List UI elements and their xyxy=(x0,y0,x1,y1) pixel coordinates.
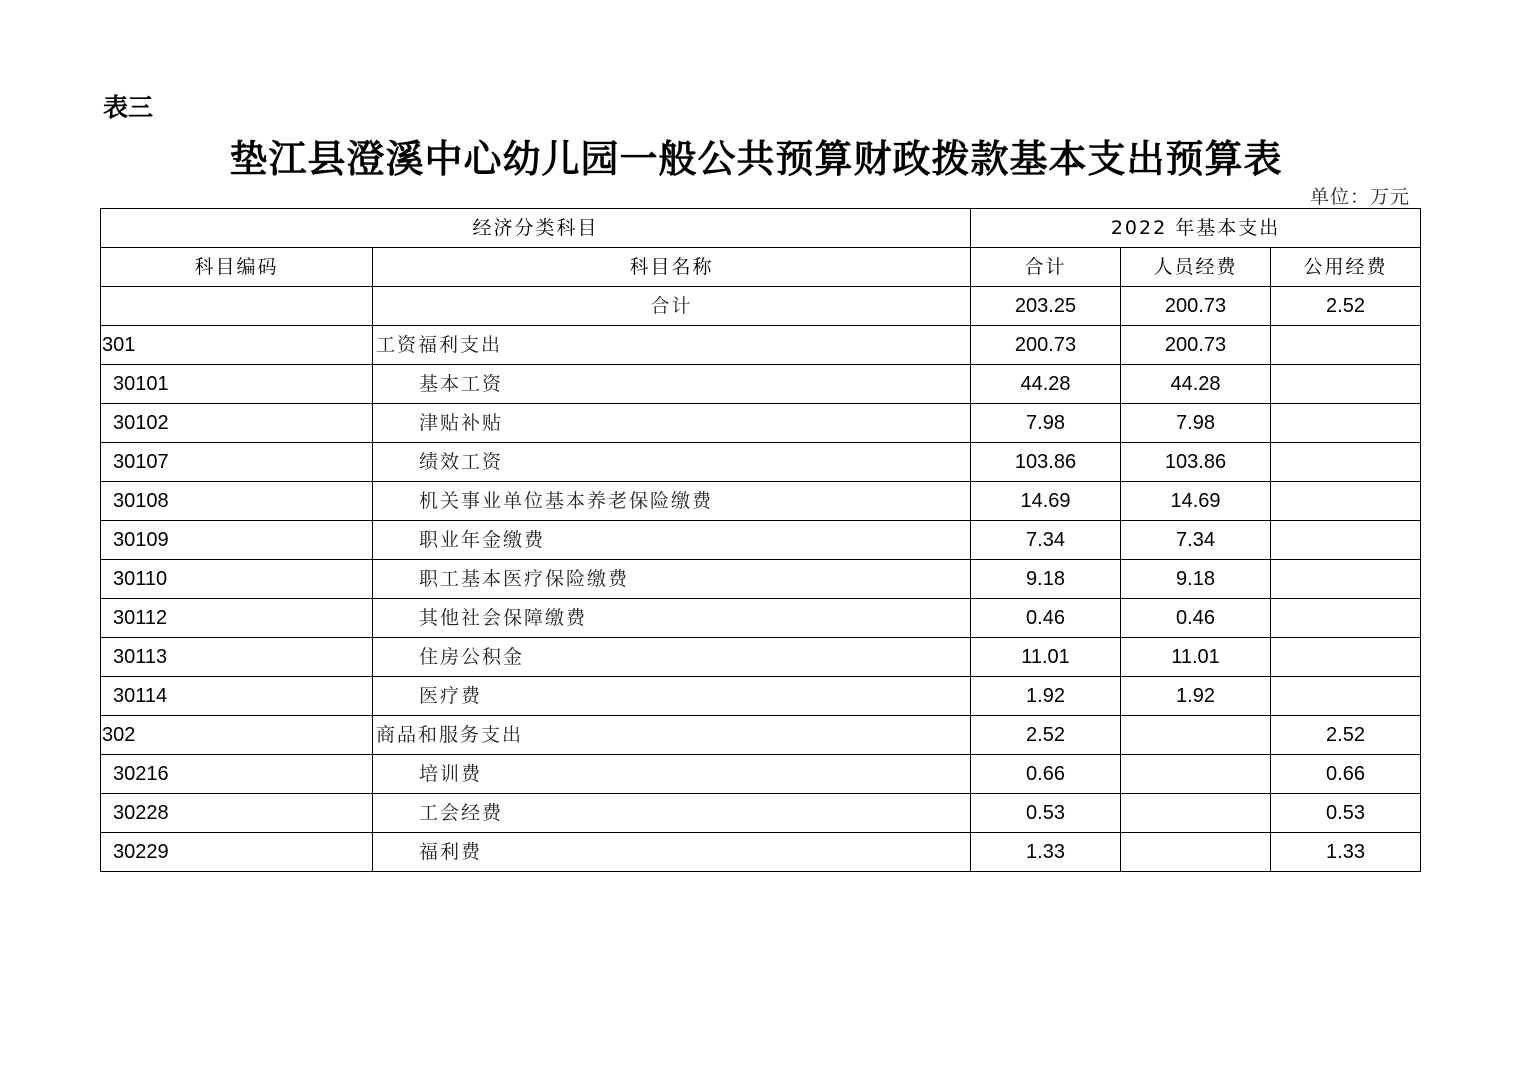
cell-code: 30109 xyxy=(101,521,373,560)
table-row xyxy=(101,521,1421,560)
cell-code: 302 xyxy=(101,716,373,755)
table-row xyxy=(101,677,1421,716)
cell-personnel xyxy=(1121,794,1271,833)
cell-personnel: 44.28 xyxy=(1121,365,1271,404)
cell-public xyxy=(1271,677,1421,716)
cell-code: 30112 xyxy=(101,599,373,638)
cell-public xyxy=(1271,638,1421,677)
cell-name: 基本工资 xyxy=(373,365,971,404)
cell-total: 103.86 xyxy=(971,443,1121,482)
cell-total: 7.34 xyxy=(971,521,1121,560)
cell-code: 30101 xyxy=(101,365,373,404)
cell-personnel: 9.18 xyxy=(1121,560,1271,599)
table-row xyxy=(101,716,1421,755)
cell-name: 津贴补贴 xyxy=(373,404,971,443)
cell-code xyxy=(101,287,373,326)
cell-personnel: 0.46 xyxy=(1121,599,1271,638)
cell-code: 30113 xyxy=(101,638,373,677)
group-header-row xyxy=(101,209,1421,248)
table-row xyxy=(101,833,1421,872)
cell-name: 医疗费 xyxy=(373,677,971,716)
header-economic-classification: 经济分类科目 xyxy=(101,209,971,248)
cell-public xyxy=(1271,443,1421,482)
cell-public: 1.33 xyxy=(1271,833,1421,872)
table-row xyxy=(101,482,1421,521)
cell-total: 2.52 xyxy=(971,716,1121,755)
table-row xyxy=(101,794,1421,833)
cell-name: 职业年金缴费 xyxy=(373,521,971,560)
cell-public xyxy=(1271,560,1421,599)
cell-name: 其他社会保障缴费 xyxy=(373,599,971,638)
cell-total: 1.92 xyxy=(971,677,1121,716)
cell-name: 培训费 xyxy=(373,755,971,794)
cell-code: 301 xyxy=(101,326,373,365)
cell-total: 0.46 xyxy=(971,599,1121,638)
cell-code: 30229 xyxy=(101,833,373,872)
cell-code: 30107 xyxy=(101,443,373,482)
cell-total: 11.01 xyxy=(971,638,1121,677)
cell-personnel: 7.34 xyxy=(1121,521,1271,560)
cell-personnel: 11.01 xyxy=(1121,638,1271,677)
cell-total: 0.53 xyxy=(971,794,1121,833)
cell-public xyxy=(1271,482,1421,521)
table-header xyxy=(101,209,1421,287)
budget-table xyxy=(100,208,1421,872)
cell-personnel: 200.73 xyxy=(1121,326,1271,365)
column-header-row xyxy=(101,248,1421,287)
cell-code: 30216 xyxy=(101,755,373,794)
table-row xyxy=(101,365,1421,404)
cell-total: 9.18 xyxy=(971,560,1121,599)
table-row xyxy=(101,404,1421,443)
cell-name: 机关事业单位基本养老保险缴费 xyxy=(373,482,971,521)
cell-public: 0.66 xyxy=(1271,755,1421,794)
document-title: 垫江县澄溪中心幼儿园一般公共预算财政拨款基本支出预算表 xyxy=(229,136,1283,181)
cell-total: 1.33 xyxy=(971,833,1121,872)
cell-name: 福利费 xyxy=(373,833,971,872)
header-public: 公用经费 xyxy=(1271,248,1421,287)
cell-public: 2.52 xyxy=(1271,716,1421,755)
header-total: 合计 xyxy=(971,248,1121,287)
cell-code: 30102 xyxy=(101,404,373,443)
cell-code: 30228 xyxy=(101,794,373,833)
table-row xyxy=(101,638,1421,677)
cell-name: 绩效工资 xyxy=(373,443,971,482)
cell-public xyxy=(1271,599,1421,638)
cell-public xyxy=(1271,326,1421,365)
cell-name: 工会经费 xyxy=(373,794,971,833)
table-row xyxy=(101,326,1421,365)
cell-total: 200.73 xyxy=(971,326,1121,365)
cell-personnel xyxy=(1121,833,1271,872)
cell-name: 工资福利支出 xyxy=(373,326,971,365)
header-basic-expenditure-2022: 2022 年基本支出 xyxy=(971,209,1421,248)
table-row xyxy=(101,443,1421,482)
cell-public xyxy=(1271,521,1421,560)
header-personnel: 人员经费 xyxy=(1121,248,1271,287)
cell-total: 0.66 xyxy=(971,755,1121,794)
cell-public: 2.52 xyxy=(1271,287,1421,326)
cell-public xyxy=(1271,404,1421,443)
table-row xyxy=(101,287,1421,326)
header-name: 科目名称 xyxy=(373,248,971,287)
cell-personnel: 14.69 xyxy=(1121,482,1271,521)
cell-personnel xyxy=(1121,716,1271,755)
table-label: 表三 xyxy=(103,93,154,122)
cell-name: 职工基本医疗保险缴费 xyxy=(373,560,971,599)
unit-note: 单位：万元 xyxy=(1309,186,1410,208)
cell-personnel: 1.92 xyxy=(1121,677,1271,716)
cell-name: 住房公积金 xyxy=(373,638,971,677)
cell-name: 合计 xyxy=(373,287,971,326)
cell-total: 44.28 xyxy=(971,365,1121,404)
cell-personnel: 7.98 xyxy=(1121,404,1271,443)
table-row xyxy=(101,755,1421,794)
cell-name: 商品和服务支出 xyxy=(373,716,971,755)
cell-personnel: 103.86 xyxy=(1121,443,1271,482)
cell-code: 30114 xyxy=(101,677,373,716)
header-code: 科目编码 xyxy=(101,248,373,287)
cell-public xyxy=(1271,365,1421,404)
cell-total: 7.98 xyxy=(971,404,1121,443)
table-body xyxy=(101,287,1421,872)
cell-total: 203.25 xyxy=(971,287,1121,326)
cell-personnel xyxy=(1121,755,1271,794)
cell-code: 30110 xyxy=(101,560,373,599)
table-row xyxy=(101,560,1421,599)
cell-code: 30108 xyxy=(101,482,373,521)
cell-personnel: 200.73 xyxy=(1121,287,1271,326)
table-row xyxy=(101,599,1421,638)
cell-total: 14.69 xyxy=(971,482,1121,521)
cell-public: 0.53 xyxy=(1271,794,1421,833)
